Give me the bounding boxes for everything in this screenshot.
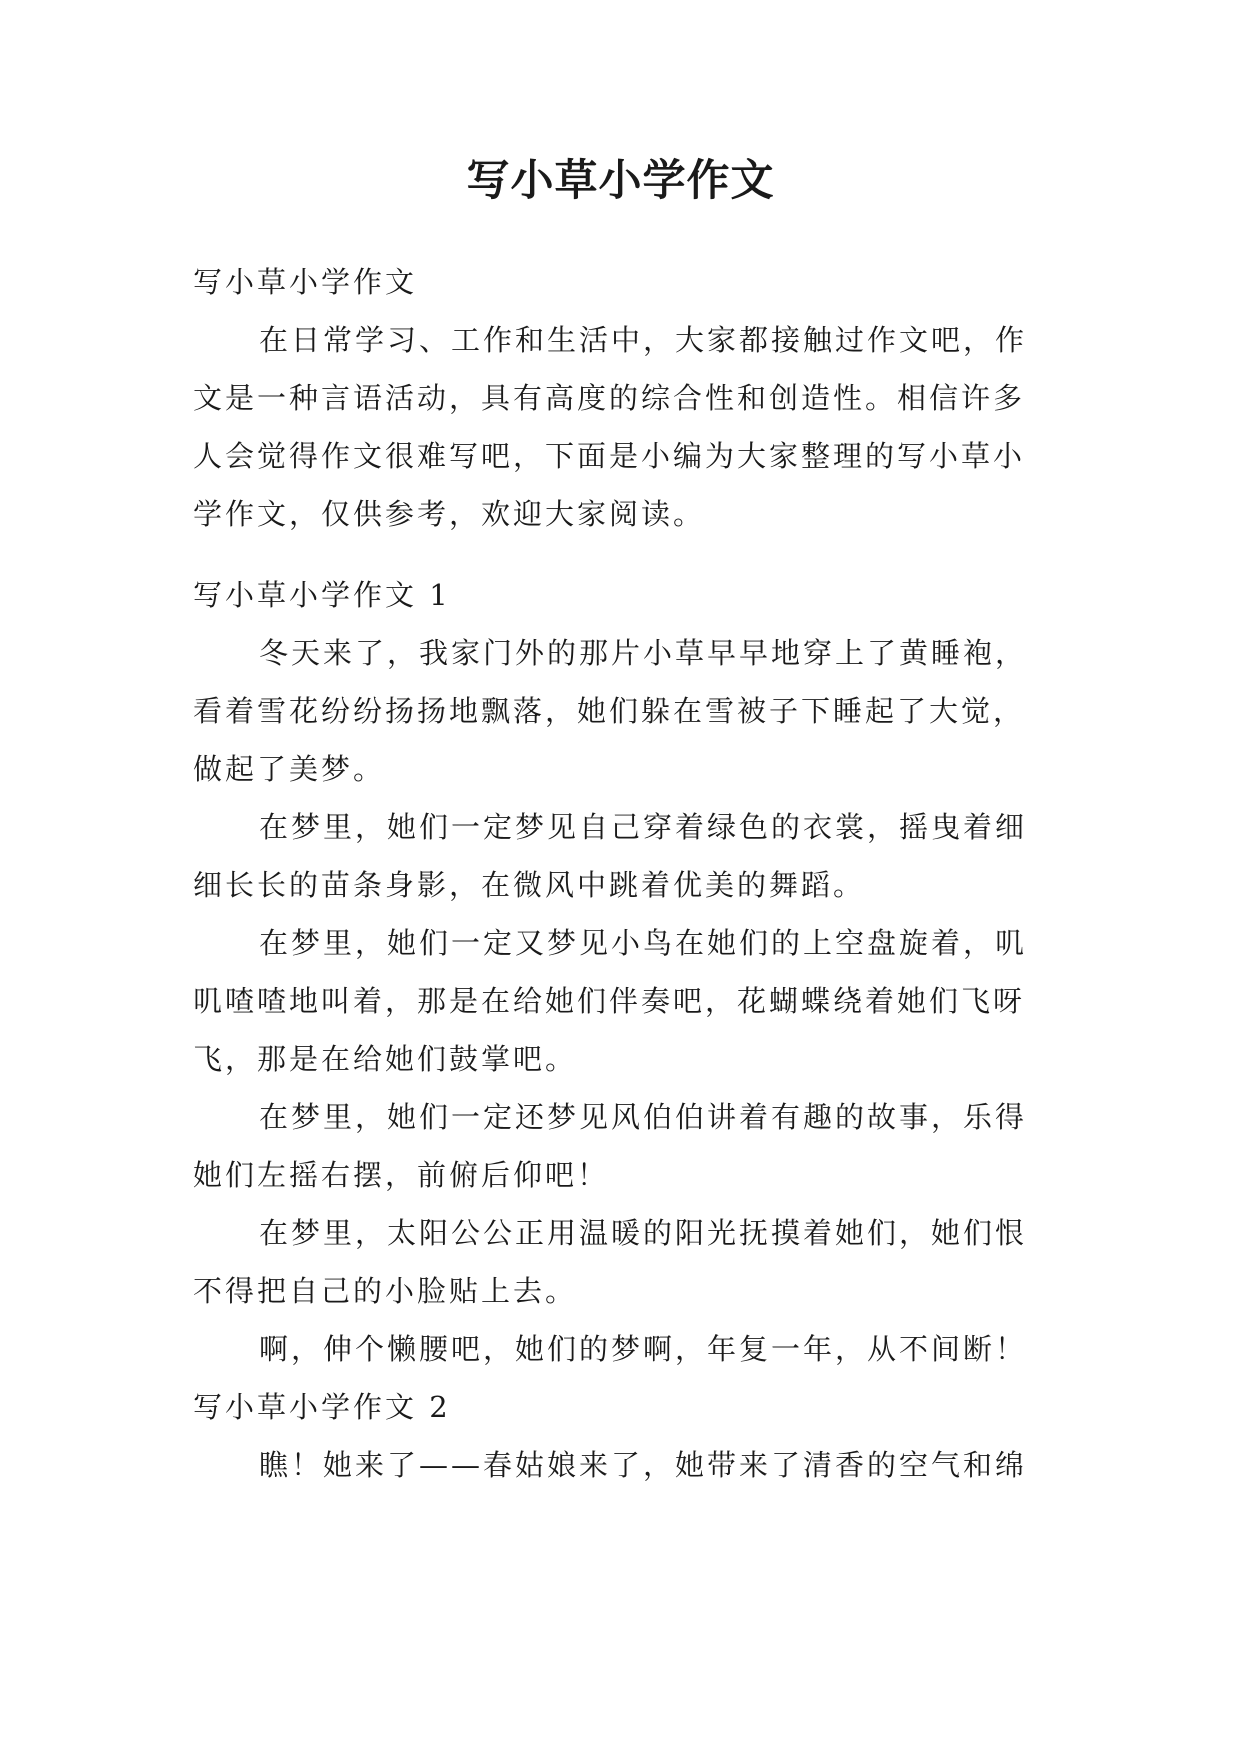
paragraph-line: 叽喳喳地叫着，那是在给她们伴奏吧，花蝴蝶绕着她们飞呀 [193, 984, 1026, 1018]
paragraph-line: 在梦里，她们一定又梦见小鸟在她们的上空盘旋着，叽 [259, 926, 1028, 960]
paragraph-line: 细长长的苗条身影，在微风中跳着优美的舞蹈。 [193, 868, 866, 902]
essay-2-section [193, 1378, 1053, 1494]
document-title: 写小草小学作文 [466, 156, 775, 206]
paragraph-line: 在梦里，她们一定梦见自己穿着绿色的衣裳，摇曳着细 [259, 810, 1028, 844]
paragraph-line: 在日常学习、工作和生活中，大家都接触过作文吧，作 [259, 323, 1028, 357]
paragraph-line: 在梦里，太阳公公正用温暖的阳光抚摸着她们，她们恨 [259, 1216, 1028, 1250]
paragraph-line: 她们左摇右摆，前俯后仰吧！ [193, 1158, 610, 1192]
essay-1-heading: 写小草小学作文 1 [193, 578, 451, 612]
paragraph-line: 啊，伸个懒腰吧，她们的梦啊，年复一年，从不间断！ [259, 1332, 1028, 1366]
paragraph-line: 文是一种言语活动，具有高度的综合性和创造性。相信许多 [193, 381, 1026, 415]
paragraph-line: 飞，那是在给她们鼓掌吧。 [193, 1042, 578, 1076]
paragraph-line: 做起了美梦。 [193, 752, 386, 786]
paragraph-line: 看着雪花纷纷扬扬地飘落，她们躲在雪被子下睡起了大觉， [193, 694, 1026, 728]
intro-heading: 写小草小学作文 [193, 265, 418, 299]
essay-2-heading: 写小草小学作文 2 [193, 1390, 451, 1424]
paragraph-line: 瞧！她来了——春姑娘来了，她带来了清香的空气和绵 [259, 1448, 1028, 1482]
paragraph-line: 冬天来了，我家门外的那片小草早早地穿上了黄睡袍， [259, 636, 1028, 670]
intro-section [193, 253, 1053, 543]
essay-1-section [193, 566, 1053, 1378]
paragraph-line: 不得把自己的小脸贴上去。 [193, 1274, 578, 1308]
paragraph-line: 人会觉得作文很难写吧，下面是小编为大家整理的写小草小 [193, 439, 1026, 473]
paragraph-line: 学作文，仅供参考，欢迎大家阅读。 [193, 497, 706, 531]
paragraph-line: 在梦里，她们一定还梦见风伯伯讲着有趣的故事，乐得 [259, 1100, 1028, 1134]
